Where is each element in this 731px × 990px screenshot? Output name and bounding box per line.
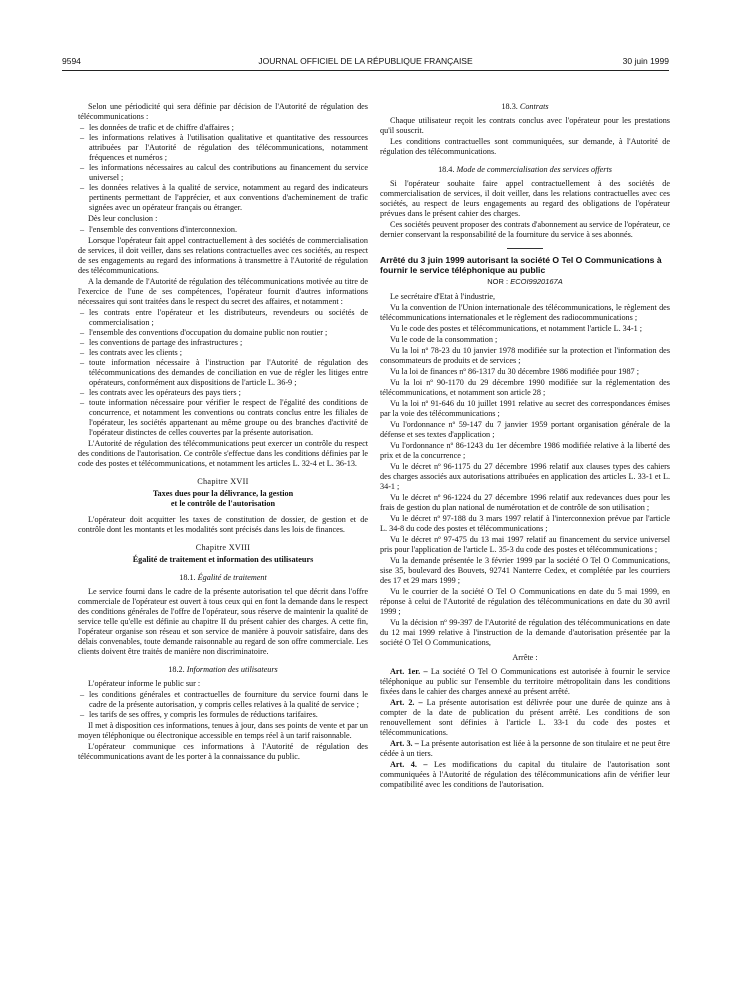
separator (507, 248, 543, 249)
vu-item: Vu le décret nº 96-1224 du 27 décembre 1996 relatif aux redevances dues pour les frais de gestion du plan national de numérotation et de contrôle de son utilisation ; (380, 493, 670, 513)
nor-code: ECOI9920167A (510, 277, 563, 287)
nor-reference (380, 277, 670, 286)
chapter-title: Égalité de traitement et information des utilisateurs (132, 555, 314, 564)
paragraph: Selon une périodicité qui sera définie par décision de l'Autorité de régulation des télécommunications : (78, 102, 368, 121)
vu-item: Vu la loi de finances nº 86-1317 du 30 décembre 1986 modifiée pour 1987 ; (390, 367, 639, 377)
section-heading (78, 665, 368, 675)
paragraph: Si l'opérateur souhaite faire appel contractuellement à des sociétés de commercialisation de services, il doit veiller, dans les relations contractuelles avec ces sociétés, au respect de leurs engagements au regard des obligations de l'opérateur prévues dans le présent cahier des charges. (380, 179, 670, 218)
chapter-heading: Chapitre XVII (197, 477, 249, 486)
chapter-title-line: et le contrôle de l'autorisation (170, 499, 276, 508)
list-item: – les données relatives à la qualité de service, notamment au regard des indicateurs pertinents permettant de l'apprécier, et aux conventions d'acheminement de trafic signées avec un opérateur français ou étranger. (78, 183, 368, 213)
section-title: Contrats (519, 102, 549, 111)
chapter-heading: Chapitre XVIII (195, 543, 251, 552)
vu-item: Vu le code de la consommation ; (390, 335, 498, 345)
paragraph: Chaque utilisateur reçoit les contrats conclus avec l'opérateur pour les prestations qu'il souscrit. (380, 116, 670, 135)
paragraph: L'Autorité de régulation des télécommunications peut exercer un contrôle du respect des conditions de l'autorisation. Ce contrôle s'effectue dans les conditions définies par le code des postes et télécommunications, et notamment les articles L. 32-4 et L. 36-13. (78, 439, 368, 468)
vu-item: Vu la loi nº 78-23 du 10 janvier 1978 modifiée sur la protection et l'information des consommateurs de produits et de services ; (380, 346, 670, 366)
paragraph: Le secrétaire d'Etat à l'industrie, (390, 292, 496, 302)
nor-label: NOR : (487, 277, 509, 287)
paragraph: L'opérateur informe le public sur : (88, 679, 201, 688)
vu-item: Vu le code des postes et télécommunications, et notamment l'article L. 34-1 ; (390, 324, 642, 334)
list-item: – les conventions de partage des infrastructures ; (78, 338, 368, 348)
chapter-title-line: Taxes dues pour la délivrance, la gestion (152, 489, 294, 498)
paragraph: Il met à disposition ces informations, tenues à jour, dans ses points de vente et par un moyen téléphonique ou électronique accessible en temps réel à un tarif raisonnable. (78, 721, 368, 740)
article (380, 698, 670, 738)
vu-item: Vu la demande présentée le 3 février 1999 par la société O Tel O Communications, sise 35, boulevard des Bouvets, 92741 Nanterre Cedex, et complétée par les courriers des 17 et 29 mars 1999 ; (380, 556, 670, 586)
list (78, 123, 368, 213)
article-label: Art. 2. – (390, 698, 423, 708)
vu-item: Vu la loi nº 90-1170 du 29 décembre 1990 modifiée sur la réglementation des télécommunications, et notamment son article 28 ; (380, 378, 670, 398)
article (380, 760, 670, 790)
article-label: Art. 1er. – (390, 667, 428, 677)
list-item: – les contrats avec les opérateurs des pays tiers ; (78, 388, 368, 398)
vu-item: Vu l'ordonnance nº 59-147 du 7 janvier 1959 portant organisation générale de la défense et ses textes d'application ; (380, 420, 670, 440)
list-item: – l'ensemble des conventions d'interconnexion. (78, 225, 368, 235)
section-heading (78, 573, 368, 583)
vu-item: Vu l'ordonnance nº 86-1243 du 1er décembre 1986 modifiée relative à la liberté des prix et de la concurrence ; (380, 441, 670, 461)
left-column (78, 102, 368, 763)
list-item: – les contrats avec les clients ; (78, 348, 368, 358)
section-number: 18.2. (168, 665, 185, 674)
paragraph: Lorsque l'opérateur fait appel contractuellement à des sociétés de commercialisation de services, il doit veiller, dans ses relations contractuelles avec ces sociétés, au respect de ses engagements au regard des informations à transmettre à l'Autorité de régulation des télécommunications. (78, 236, 368, 275)
section-title: Mode de commercialisation des services offerts (456, 165, 612, 174)
section-number: 18.4. (438, 165, 455, 174)
page-number: 9594 (62, 56, 81, 66)
paragraph: Dès leur conclusion : (88, 214, 158, 223)
vu-item: Vu le décret nº 97-188 du 3 mars 1997 relatif à l'interconnexion prévue par l'article L. 34-8 du code des postes et télécommunications ; (380, 514, 670, 534)
chapter-title (78, 489, 368, 509)
article-text: La présente autorisation est liée à la personne de son titulaire et ne peut être cédée à un tiers. (380, 739, 670, 759)
vu-item: Vu la loi nº 91-646 du 10 juillet 1991 relative au secret des correspondances émises par la voie des télécommunications ; (380, 399, 670, 419)
decree-title: Arrêté du 3 juin 1999 autorisant la société O Tel O Communications à fournir le service téléphonique au public (380, 255, 662, 276)
paragraph: Les conditions contractuelles sont communiquées, sur demande, à l'Autorité de régulation des télécommunications. (380, 137, 670, 156)
article-label: Art. 3. – (390, 739, 419, 749)
list (78, 690, 368, 720)
list-item: – toute information nécessaire pour vérifier le respect de l'égalité des conditions de concurrence, et notamment les conventions ou contrats conclus entre les filiales de l'opérateur, les sociétés appartenant au même groupe ou des branches d'activité de l'opérateur distinctes de celles couvertes par la présente autorisation. (78, 398, 368, 438)
list-item: – les données de trafic et de chiffre d'affaires ; (78, 123, 368, 133)
vu-list (380, 303, 670, 648)
paragraph: A la demande de l'Autorité de régulation des télécommunications motivée au titre de l'exercice de l'une de ses compétences, l'opérateur fournit d'autres informations nécessaires qui sont traitées dans le respect du secret des affaires, et notamment : (78, 277, 368, 306)
paragraph: L'opérateur doit acquitter les taxes de constitution de dossier, de gestion et de contrôle dont les montants et les modalités sont précisés dans les lois de finances. (78, 515, 368, 534)
paragraph: Ces sociétés peuvent proposer des contrats d'abonnement au service de l'opérateur, ce dernier conservant la responsabilité de la fourniture du service à ses abonnés. (380, 220, 670, 239)
list-item: – toute information nécessaire à l'instruction par l'Autorité de régulation des télécommunications des demandes de conciliation en vue de régler les litiges entre opérateurs, conformément aux dispositions de l'article L. 36-9 ; (78, 358, 368, 388)
vu-item: Vu la convention de l'Union internationale des télécommunications, le règlement des télécommunications internationales et le règlement des radiocommunications ; (380, 303, 670, 323)
section-title: Égalité de traitement (197, 573, 267, 582)
section-title: Information des utilisateurs (186, 665, 278, 674)
section-number: 18.1. (179, 573, 196, 582)
article-label: Art. 4. – (390, 760, 428, 770)
journal-title: JOURNAL OFFICIEL DE LA RÉPUBLIQUE FRANÇAISE (258, 56, 473, 66)
section-number: 18.3. (501, 102, 518, 111)
list-item: – les informations nécessaires au calcul des contributions au financement du service universel ; (78, 163, 368, 183)
list-item: – l'ensemble des conventions d'occupation du domaine public non routier ; (78, 328, 368, 338)
article (380, 667, 670, 697)
arrete-label: Arrête : (512, 653, 538, 663)
vu-item: Vu le décret nº 96-1175 du 27 décembre 1996 relatif aux clauses types des cahiers des charges associés aux autorisations attribuées en application des articles L. 33-1 et L. 34-1 ; (380, 462, 670, 492)
paragraph: L'opérateur communique ces informations à l'Autorité de régulation des télécommunications avant de les porter à la connaissance du public. (78, 742, 368, 761)
right-column (380, 102, 670, 791)
article-text: La présente autorisation est délivrée pour une durée de quinze ans à compter de la date de publication du présent arrêté. Les conditions de son renouvellement sont définies à l'article L. 33-1 du code des postes et télécommunications. (380, 698, 671, 738)
section-heading (380, 165, 670, 175)
list-item: – les informations relatives à l'utilisation qualitative et quantitative des ressources attribuées par l'Autorité de régulation des télécommunications, notamment fréquences et numéros ; (78, 133, 368, 163)
list-item: – les contrats entre l'opérateur et les distributeurs, revendeurs ou sociétés de commercialisation ; (78, 308, 368, 328)
list (78, 308, 368, 438)
header-rule (62, 70, 669, 71)
page-header (62, 56, 669, 70)
article (380, 739, 670, 759)
list-item: – les tarifs de ses offres, y compris les formules de réductions tarifaires. (78, 710, 368, 720)
article-text: La société O Tel O Communications est autorisée à fournir le service téléphonique au public sur l'ensemble du territoire métropolitain dans les conditions fixées dans le cahier des charges annexé au présent arrêté. (380, 667, 671, 697)
vu-item: Vu la décision nº 99-397 de l'Autorité de régulation des télécommunications en date du 12 mai 1999 relative à l'instruction de la demande d'autorisation présentée par la société O Tel O Communications, (380, 618, 670, 648)
paragraph: Le service fourni dans le cadre de la présente autorisation tel que décrit dans l'offre commerciale de l'opérateur est ouvert à tous ceux qui en font la demande dans le respect des conditions générales de l'offre de l'opérateur, sous réserve de maintenir la qualité de service telle qu'elle est définie au chapitre II du présent cahier des charges. A cette fin, l'opérateur organise son réseau et son service de manière à pouvoir satisfaire, dans des délais convenables, toute demande raisonnable au regard de son offre commerciale. Les clients doivent être traités de manière non discriminatoire. (78, 587, 368, 656)
article-text: Les modifications du capital du titulaire de l'autorisation sont communiquées à l'Autorité de régulation des télécommunications afin de vérifier leur compatibilité avec les conditions de l'autorisation. (380, 760, 670, 790)
list (78, 225, 368, 235)
list-item: – les conditions générales et contractuelles de fourniture du service fourni dans le cadre de la présente autorisation, y compris celles relatives à la qualité de service ; (78, 690, 368, 710)
section-heading (380, 102, 670, 112)
publication-date: 30 juin 1999 (622, 56, 669, 66)
vu-item: Vu le décret nº 97-475 du 13 mai 1997 relatif au financement du service universel pris pour l'application de l'article L. 35-3 du code des postes et télécommunications ; (380, 535, 670, 555)
vu-item: Vu le courrier de la société O Tel O Communications en date du 5 mai 1999, en réponse à celui de l'Autorité de régulation des télécommunications en date du 30 avril 1999 ; (380, 587, 670, 617)
